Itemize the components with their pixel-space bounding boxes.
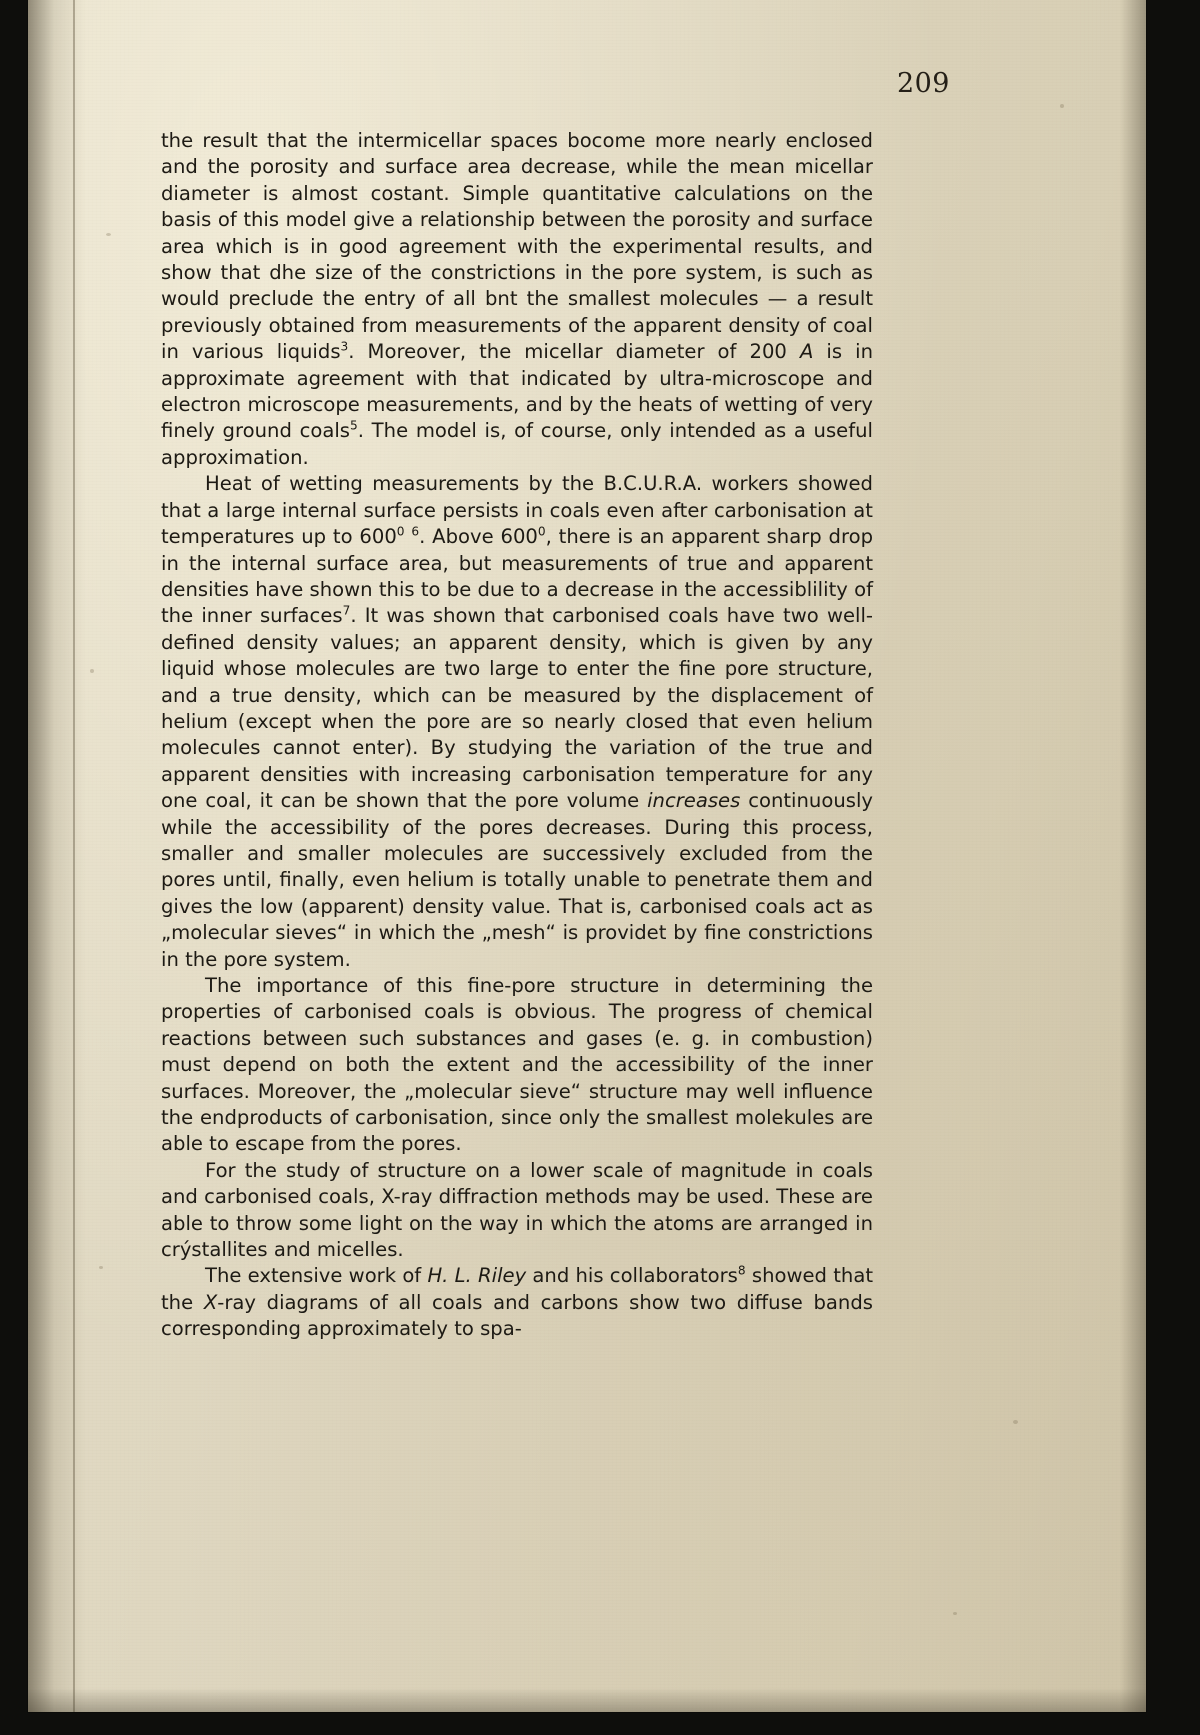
text-run: . Above 600	[419, 525, 538, 549]
page-edge-shadow-right	[1120, 0, 1146, 1712]
italic-text: increases	[647, 789, 741, 813]
body-paragraph	[161, 1158, 873, 1264]
body-paragraph	[161, 471, 873, 973]
text-run: and his collaborators	[526, 1264, 738, 1288]
text-run: . The model is, of course, only intended as a useful approximation.	[161, 419, 874, 469]
paper-speck	[1060, 104, 1064, 108]
binding-gutter-line	[73, 0, 75, 1712]
body-paragraph	[161, 128, 873, 471]
paper-speck	[1013, 1420, 1018, 1424]
text-run: showed that the	[161, 1264, 874, 1314]
paper-speck	[99, 1266, 103, 1269]
italic-text: H. L. Riley	[427, 1264, 527, 1288]
text-run: , there is an apparent sharp drop in the internal surface area, but measurements of true and apparent densities have shown this to be due to a decrease in the accessiblility of the inner surfaces	[161, 525, 874, 628]
footnote-reference: 0	[537, 524, 546, 539]
text-run: . It was shown that carbonised coals have two well-defined density values; an apparent density, which is given by any liquid whose molecules are two large to enter the fine pore structure, and a true density, which can be measured by the displacement of helium (except when the pore are so nearly closed that even helium molecules cannot enter). By studying the variation of the true and apparent densities with increasing carbonisation temperature for any one coal, it can be shown that the pore volume	[161, 604, 873, 813]
paper-speck	[106, 233, 111, 236]
page-number: 209	[896, 68, 950, 99]
paper-speck	[90, 669, 94, 673]
text-run: continuously while the accessibility of the pores decreases. During this process, smaller and smaller molecules are successively excluded from the pores until, finally, even helium is totally unable to penetrate them and gives the low (apparent) density value. That is, carbonised coals act as „molecular sieves“ in which the „mesh“ is providet by fine constrictions in the pore system.	[161, 789, 873, 971]
page-edge-shadow-bottom	[28, 1688, 1146, 1712]
binding-gutter-shadow	[28, 0, 86, 1712]
text-run: is in approximate agreement with that indicated by ultra-microscope and electron microscope measurements, and by the heats of wetting of very finely ground coals	[161, 340, 873, 443]
text-run: The importance of this fine-pore structure in determining the properties of carbonised coals is obvious. The progress of chemical reactions between such substances and gases (e. g. in combustion) must depend on both the extent and the accessibility of the inner surfaces. Moreover, the „molecular sieve“ structure may well influence the endproducts of carbonisation, since only the smallest molekules are able to escape from the pores.	[161, 974, 873, 1156]
footnote-reference: 0	[396, 524, 405, 539]
body-text-column	[161, 128, 873, 1343]
footnote-reference: 3	[340, 339, 349, 354]
paper-page	[28, 0, 1146, 1712]
body-paragraph	[161, 973, 873, 1158]
paper-speck	[953, 1612, 957, 1615]
italic-text: A	[799, 340, 814, 364]
footnote-reference: 8	[737, 1263, 746, 1278]
footnote-reference: 7	[342, 603, 351, 618]
italic-text: X	[203, 1290, 218, 1314]
footnote-reference: 5	[350, 418, 358, 433]
text-run: the result that the intermicellar spaces bocome more nearly enclosed and the porosity and surface area decrease, while the mean micellar diameter is almost costant. Simple quantitative calculations on the basis of this model give a relationship between the porosity and surface area which is in good agreement with the experimental results, and show that dhe size of the constrictions in the pore system, is such as would preclude the entry of all bnt the smallest molecules — a result previously obtained from measurements of the apparent density of coal in various liquids	[161, 129, 873, 364]
text-run: The extensive work of	[205, 1264, 428, 1288]
text-run: Heat of wetting measurements by the B.C.U.R.A. workers showed that a large internal surface persists in coals even after carbonisation at temperatures up to 600	[161, 472, 873, 549]
text-run: . Moreover, the micellar diameter of 200	[348, 340, 800, 364]
body-paragraph	[161, 1263, 873, 1342]
text-run: For the study of structure on a lower scale of magnitude in coals and carbonised coals, X-ray diffraction methods may be used. These are able to throw some light on the way in which the atoms are arranged in crýstallites and micelles.	[161, 1158, 873, 1262]
text-run: -ray diagrams of all coals and carbons show two diffuse bands corresponding approximately to spa-	[161, 1290, 873, 1341]
footnote-reference: 6	[411, 524, 420, 539]
